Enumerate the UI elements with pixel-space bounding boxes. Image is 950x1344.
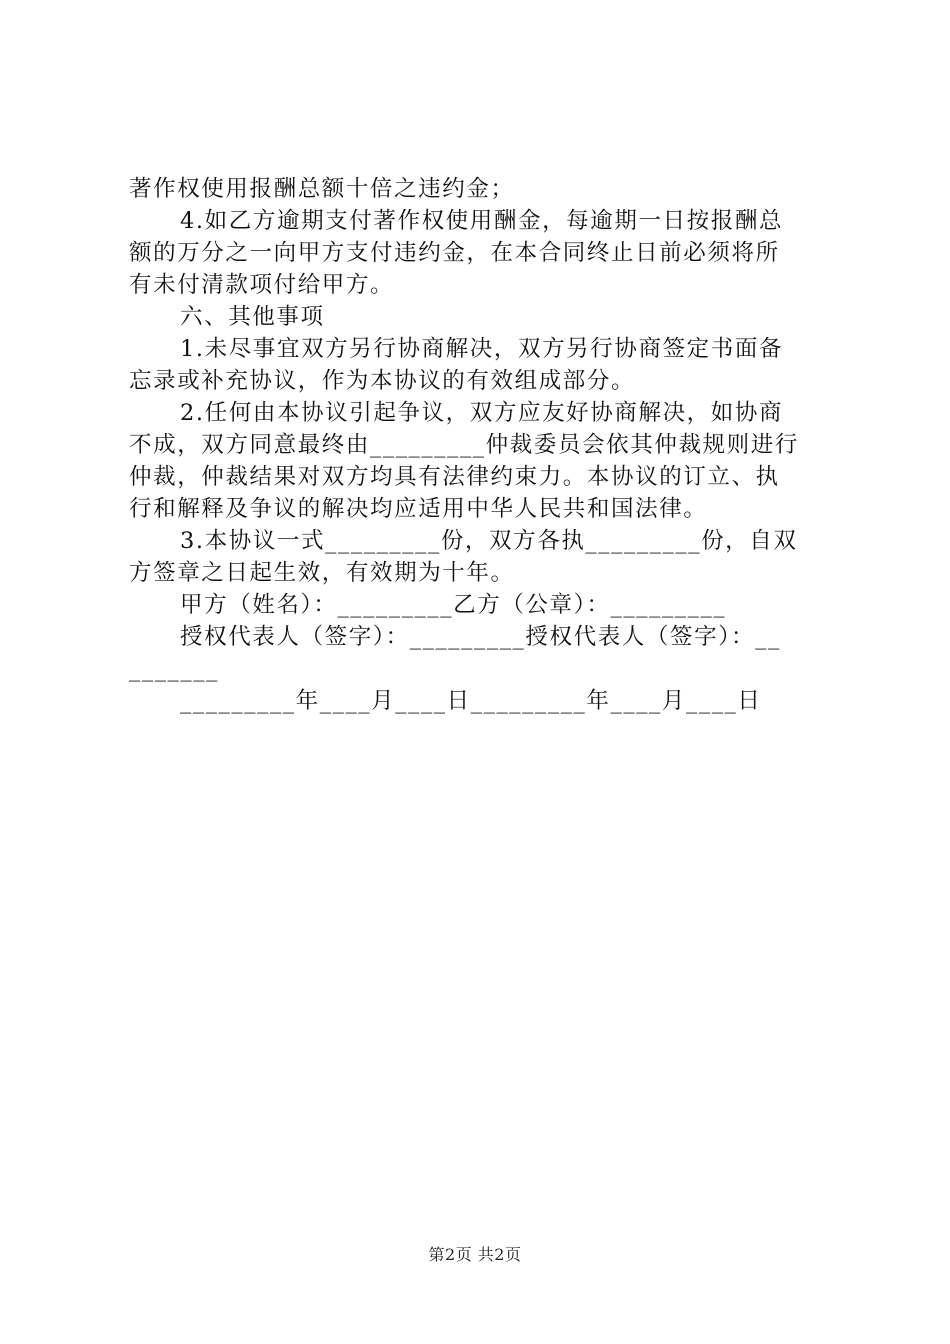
text-line-item-2-cont2: 仲裁，仲裁结果对双方均具有法律约束力。本协议的订立、执 — [129, 464, 780, 490]
text-line-clause-4-end: 有未付清款项付给甲方。 — [129, 272, 395, 298]
page-number: 第2页 共2页 — [428, 1245, 522, 1264]
signature-representative-line-wrap: _______ — [129, 656, 219, 682]
text-line-item-1-cont: 忘录或补充协议，作为本协议的有效组成部分。 — [129, 368, 636, 394]
signature-representative-line: 授权代表人（签字）：_________授权代表人（签字）：__ — [180, 624, 781, 650]
text-line-item-1: 1.未尽事宜双方另行协商解决，双方另行协商签定书面备 — [180, 336, 784, 362]
text-line-clause-4: 4.如乙方逾期支付著作权使用酬金，每逾期一日按报酬总 — [180, 208, 784, 234]
text-line-item-2-end: 行和解释及争议的解决均应适用中华人民共和国法律。 — [129, 496, 708, 522]
text-line-penalty-clause: 著作权使用报酬总额十倍之违约金； — [129, 176, 515, 202]
text-line-item-2-cont: 不成，双方同意最终由_________仲裁委员会依其仲裁规则进行 — [129, 432, 799, 458]
text-line-item-3: 3.本协议一式_________份，双方各执_________份，自双 — [180, 528, 798, 554]
signature-date-line: _________年____月____日_________年____月____日 — [180, 688, 762, 714]
signature-party-line: 甲方（姓名）：_________乙方（公章）：_________ — [180, 592, 727, 618]
text-line-item-3-end: 方签章之日起生效，有效期为十年。 — [129, 560, 515, 586]
text-line-item-2: 2.任何由本协议引起争议，双方应友好协商解决，如协商 — [180, 400, 784, 426]
text-line-clause-4-cont: 额的万分之一向甲方支付违约金，在本合同终止日前必须将所 — [129, 240, 780, 266]
section-heading-other-matters: 六、其他事项 — [180, 304, 325, 330]
